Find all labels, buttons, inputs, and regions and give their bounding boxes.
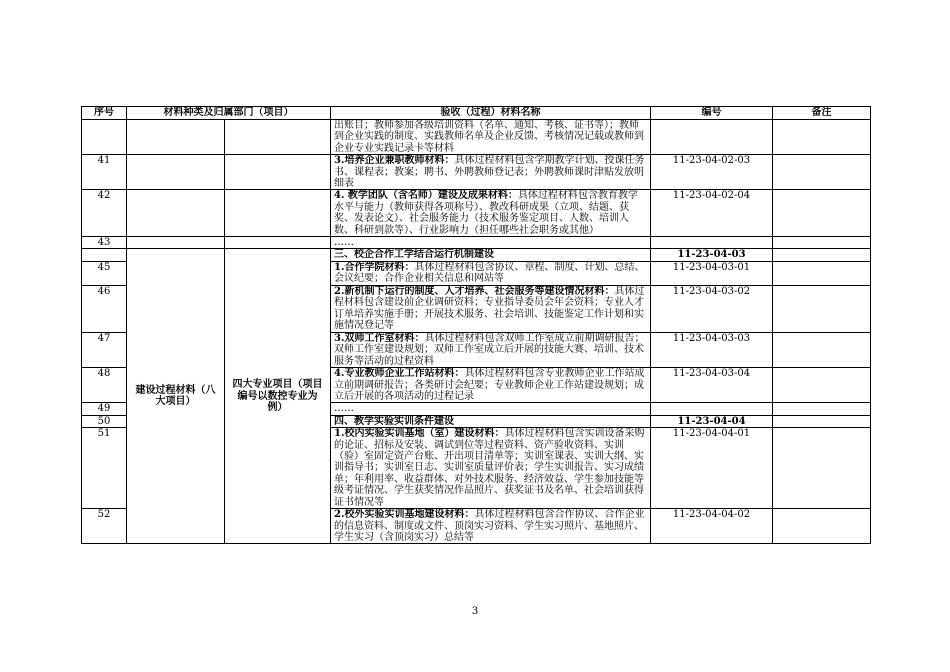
row-code: 11-23-04-02-04 xyxy=(651,190,773,237)
header-note: 备注 xyxy=(773,107,871,120)
row-note xyxy=(773,332,871,367)
row-name-text: 具体过程材料包含教育教学水平与能力（教师获得各项称号）、教改科研成果（立项、结题、获奖、发表论文）、社会服务能力（技术服务鉴定项目、人数、培训人数、科研到款等）、行业影响力（担任哪些社会职务或其他） xyxy=(334,190,638,236)
row-name-text: 具体过程材料包含专业教师企业工作站成立前期调研报告；各类研讨会纪要；专业教师企业工作站建设规划；成立后开展的各项活动的过程记录 xyxy=(334,368,645,402)
row-name xyxy=(331,332,651,367)
row-name xyxy=(331,509,651,544)
row-code: 11-23-04-04-02 xyxy=(651,509,773,544)
row-code xyxy=(651,237,773,249)
row-seq: 48 xyxy=(82,368,127,403)
header-category: 材料种类及归属部门（项目） xyxy=(127,107,331,120)
project-cell-top xyxy=(225,190,331,237)
project-cell-top xyxy=(225,120,331,155)
row-seq: 50 xyxy=(82,415,127,427)
row-note xyxy=(773,403,871,415)
category-cell-top xyxy=(127,120,225,155)
row-name-title: 2.新机制下运行的制度、人才培养、社会服务等建设情况材料： xyxy=(334,285,615,297)
row-name-text: …… xyxy=(334,237,354,249)
row-seq: 52 xyxy=(82,509,127,544)
row-seq: 47 xyxy=(82,332,127,367)
row-name-text: …… xyxy=(334,403,354,415)
category-cell-top xyxy=(127,155,225,190)
row-name xyxy=(331,237,651,249)
project-cell-top xyxy=(225,237,331,249)
row-name xyxy=(331,403,651,415)
row-note xyxy=(773,120,871,155)
row-code: 11-23-04-03-03 xyxy=(651,332,773,367)
row-name-text: 具体过程材料包含双师工作室成立前期调研报告；双师工作室建设规划；双师工作室成立后开展的技能大赛、培训、技术服务等活动的过程资料 xyxy=(334,332,645,367)
row-name xyxy=(331,428,651,509)
row-note xyxy=(773,237,871,249)
row-code: 11-23-04-03-04 xyxy=(651,368,773,403)
materials-table xyxy=(81,106,871,544)
row-note xyxy=(773,285,871,332)
row-seq xyxy=(82,249,127,261)
row-name xyxy=(331,155,651,190)
row-note xyxy=(773,190,871,237)
category-cell: 建设过程材料（八大项目） xyxy=(127,249,225,544)
category-cell-top xyxy=(127,190,225,237)
row-name-title: 4.专业教师企业工作站材料： xyxy=(334,368,465,380)
header-seq: 序号 xyxy=(82,107,127,120)
row-name-text: 出账目；教师参加各级培训资料（名单、通知、考核、证书等）；教师到企业实践的制度、实践教师名单及企业反馈、考核情况记载或教师到企业专业实践记录卡等材料 xyxy=(334,120,644,154)
row-code xyxy=(651,120,773,155)
table-row xyxy=(82,120,871,155)
row-note xyxy=(773,249,871,261)
row-code xyxy=(651,403,773,415)
row-note xyxy=(773,368,871,403)
row-name-text: 具体过程材料包含合作协议、合作企业的信息资料、制度或文件、顶岗实习资料、学生实习照片、基地照片、学生实习（含顶岗实习）总结等 xyxy=(334,509,645,543)
section-title: 四、教学实验实训条件建设 xyxy=(331,415,651,427)
section-code: 11-23-04-04 xyxy=(651,415,773,427)
row-name xyxy=(331,120,651,155)
row-name-text: 具体过程材料包含建设前企业调研资料；专业指导委员会年会资料；专业人才订单培养实施手册；开展技术服务、社会培训、技能鉴定工作计划和实施情况登记等 xyxy=(334,285,645,332)
row-code: 11-23-04-02-03 xyxy=(651,155,773,190)
row-seq: 51 xyxy=(82,428,127,509)
row-note xyxy=(773,261,871,285)
row-name xyxy=(331,261,651,285)
table-header-row xyxy=(82,107,871,120)
table-row xyxy=(82,190,871,237)
project-cell-top xyxy=(225,155,331,190)
row-name-title: 3.培养企业兼职教师材料： xyxy=(334,155,455,167)
section-title: 三、校企合作工学结合运行机制建设 xyxy=(331,249,651,261)
row-seq: 46 xyxy=(82,285,127,332)
row-name xyxy=(331,285,651,332)
row-code: 11-23-04-03-02 xyxy=(651,285,773,332)
page-number: 3 xyxy=(471,606,479,617)
row-code: 11-23-04-04-01 xyxy=(651,428,773,509)
table-row xyxy=(82,155,871,190)
section-row xyxy=(82,249,871,261)
row-name-title: 4. 教学团队（含名师）建设及成果材料： xyxy=(334,190,518,202)
row-seq: 45 xyxy=(82,261,127,285)
row-name-title: 1.合作学院材料： xyxy=(334,261,415,273)
header-name: 验收（过程）材料名称 xyxy=(331,107,651,120)
row-note xyxy=(773,428,871,509)
row-note xyxy=(773,509,871,544)
row-name xyxy=(331,368,651,403)
row-seq: 49 xyxy=(82,403,127,415)
row-name-title: 2.校外实验实训基地建设材料： xyxy=(334,509,475,521)
row-code: 11-23-04-03-01 xyxy=(651,261,773,285)
row-name-title: 3.双师工作室材料： xyxy=(334,332,425,344)
header-code: 编号 xyxy=(651,107,773,120)
row-note xyxy=(773,155,871,190)
row-seq xyxy=(82,120,127,155)
row-note xyxy=(773,415,871,427)
row-name xyxy=(331,190,651,237)
project-cell: 四大专业项目（项目编号以数控专业为例） xyxy=(225,249,331,544)
table-row xyxy=(82,237,871,249)
row-seq: 42 xyxy=(82,190,127,237)
category-cell-top xyxy=(127,237,225,249)
row-seq: 41 xyxy=(82,155,127,190)
row-name-text: 具体过程材料包含协议、章程、制度、计划、总结、会议纪要；合作企业相关信息和网站等 xyxy=(334,261,645,285)
row-name-text: 具体过程材料包含实训设备采购的论证、招标及安装、调试到位等过程资料、资产验收资料、实训（验）室固定资产台账、开出项目清单等；实训室课表、实训大纲、实训指导书；实训室日志、实训室质量评价表；学生实训报告、实习成绩单；年利用率、收益群体、对外技术服务、经济效益、学生参加技能等级考证情况、学生获奖情况作品照片、获奖证书及名单、社会培训获得证书情况等 xyxy=(334,428,645,508)
row-seq: 43 xyxy=(82,237,127,249)
row-name-text: 具体过程材料包含学期教学计划、授课任务书、课程表；教案；聘书、外聘教师登记表；外聘教师课时津贴发放明细表 xyxy=(334,155,645,190)
section-code: 11-23-04-03 xyxy=(651,249,773,261)
row-name-title: 1.校内实验实训基地（室）建设材料： xyxy=(334,428,505,440)
